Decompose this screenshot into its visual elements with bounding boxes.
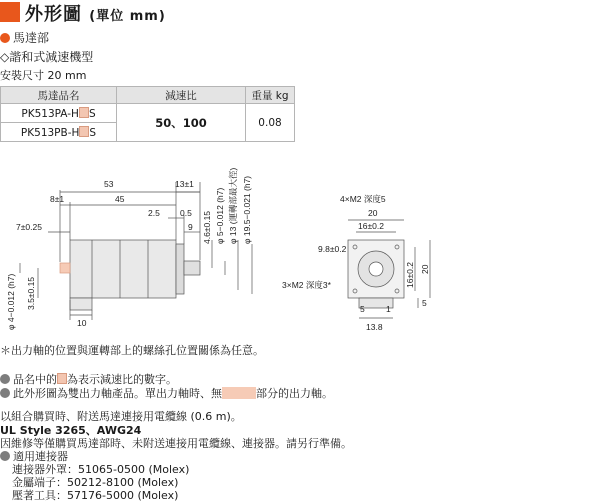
dim-label-46: 4.6±0.15 [202,210,212,244]
dim-label-7: 7±0.25 [16,222,42,232]
model-prefix: PK513PB-H [20,126,80,139]
weight-cell: 0.08 [246,104,295,142]
ul-style: UL Style 3265、AWG24 [0,424,142,437]
ratio-placeholder-swatch [79,126,89,137]
table-row-model-1 [1,104,117,123]
dim-label-13: 13±1 [175,179,194,189]
dim-label-45: 45 [115,194,125,204]
side-label-16-top: 16±0.2 [358,221,384,231]
note-text: 此外形圖為雙出力軸產品。單出力軸時、無 [13,387,222,400]
star-note: ＊出力軸的位置與運轉部上的螺絲孔位置關係為任意。 [0,344,264,357]
side-label-pin1: 1 [386,304,391,314]
dim-label-phi5: φ 5−0.012 (h7) [215,187,225,244]
header-ratio: 減速比 [117,87,246,104]
side-label-20-top: 20 [368,208,378,218]
ratio-cell: 50、100 [117,104,246,142]
flange [176,244,184,294]
orange-bullet-icon [0,33,10,43]
page-title [25,0,166,26]
title-unit: (單位 mm) [89,9,166,24]
side-label-20-right: 20 [420,264,430,274]
shaft-highlight-swatch [222,387,256,399]
model-prefix: PK513PA-H [21,107,79,120]
side-view-shaft [369,262,383,276]
model-suffix: S [89,126,97,139]
subsection-heading: ◇諧和式減速機型 [0,50,94,64]
side-label-4xm2: 4×M2 深度5 [340,194,386,204]
dim-label-05: 0.5 [180,208,192,218]
note-text: 品名中的 [13,373,57,386]
side-label-16-right: 16±0.2 [405,262,415,288]
ratio-placeholder-swatch [57,373,67,384]
side-label-98: 9.8±0.2 [318,244,347,254]
ratio-placeholder-swatch [79,107,89,118]
dim-label-25: 2.5 [148,208,160,218]
dim-label-10: 10 [77,318,87,328]
header-model: 馬達品名 [1,87,117,104]
output-shaft [184,261,200,275]
repair-note: 因維修等僅購買馬達部時、未附送連接用電纜線、連接器。請另行準備。 [0,437,352,450]
dim-label-35: 3.5±0.15 [26,276,36,310]
table-row-model-2 [1,123,117,142]
dim-label-8: 8±1 [50,194,65,204]
dim-label-phi4: φ 4−0.012 (h7) [6,273,16,330]
motor-body [70,240,176,298]
section-heading [0,29,49,46]
header-weight: 重量 kg [246,87,295,104]
dim-label-53: 53 [104,179,114,189]
note-text: 為表示減速比的數字。 [67,373,177,386]
spec-table [0,86,295,142]
side-label-pin5: 5 [360,304,365,314]
mount-size: 安裝尺寸 20 mm [0,69,87,82]
connector-block [70,298,92,310]
dim-label-9: 9 [188,222,193,232]
connector-housing: 連接器外罩：51065-0500 (Molex) [12,463,190,476]
dim-label-phi13: φ 13 (運轉部最大徑) [228,167,238,244]
connector-tool: 壓著工具：57176-5000 (Molex) [12,489,179,502]
connector-title: 適用連接器 [13,450,68,463]
title-text: 外形圖 [25,4,82,25]
side-label-3xm2: 3×M2 深度3* [282,280,331,290]
grey-bullet-icon [0,388,10,398]
dim-label-phi195: φ 19.5−0.021 (h7) [242,175,252,244]
grey-bullet-icon [0,374,10,384]
cable-note: 以組合購買時、附送馬達連接用電纜線 (0.6 m)。 [0,410,242,423]
title-marker [0,2,20,22]
side-label-138: 13.8 [366,322,383,332]
connector-terminal: 金屬端子：50212-8100 (Molex) [12,476,179,489]
section-text: 馬達部 [13,31,50,45]
dimension-drawing [0,140,595,340]
grey-bullet-icon [0,451,10,461]
rear-shaft-highlight [60,263,70,273]
side-label-5: 5 [422,298,427,308]
note-text: 部分的出力軸。 [256,387,333,400]
bullet-note-2 [0,385,333,401]
model-suffix: S [88,107,96,120]
